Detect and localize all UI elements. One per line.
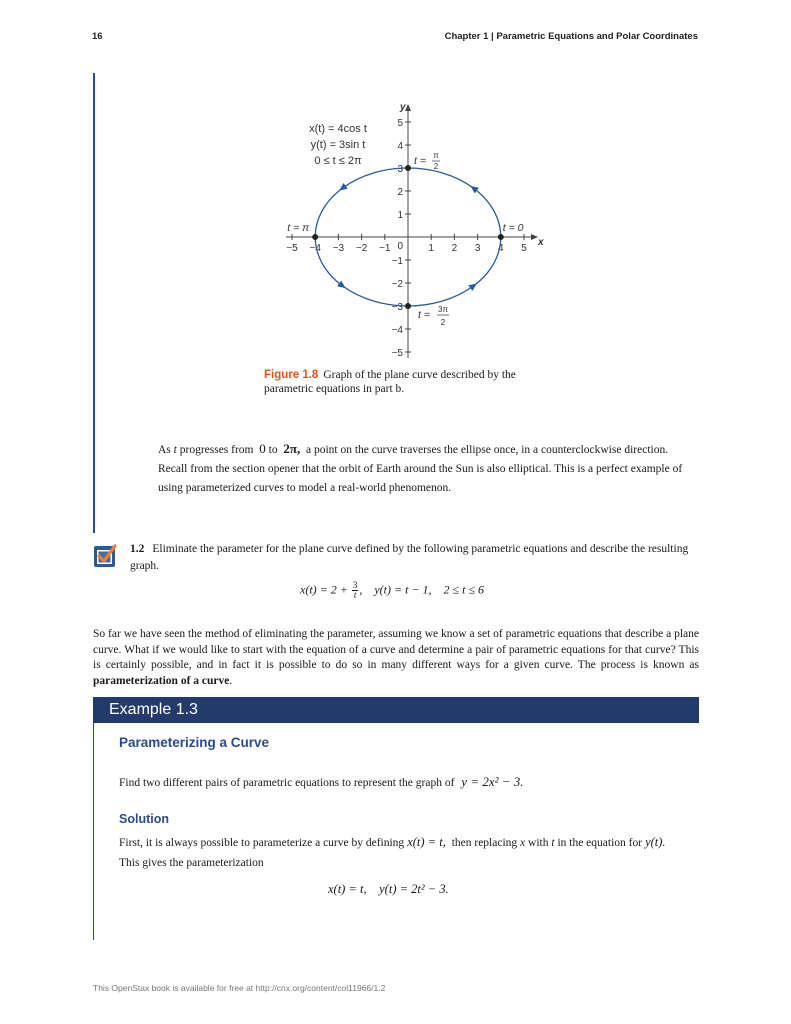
checkpoint-number: 1.2 — [130, 543, 145, 555]
y-tick-label: −4 — [391, 325, 403, 336]
text: . — [229, 674, 233, 687]
math-zero: 0 — [259, 441, 266, 456]
x-tick-label: 1 — [428, 243, 434, 254]
example-question — [119, 774, 524, 790]
math-two-pi: 2π, — [283, 441, 301, 456]
math-equation: x(t) = t, — [407, 835, 446, 849]
x-tick-label: −3 — [332, 243, 345, 254]
key-term: parameterization of a curve — [93, 674, 230, 687]
label-text: t = — [414, 155, 426, 167]
y-axis-arrow — [405, 104, 411, 111]
y-tick-label: 5 — [397, 118, 403, 129]
x-tick-label: 4 — [498, 243, 504, 254]
eq-part: , y(t) = t − 1, 2 ≤ t ≤ 6 — [359, 582, 485, 597]
text: Find two different pairs of parametric equations to represent the graph of — [119, 777, 455, 789]
y-tick-label: 4 — [397, 141, 403, 152]
example-rule — [93, 722, 94, 940]
text: So far we have seen the method of eliminating the parameter, assuming we know a set of parametric equations that describe a plane curve. What if we would like to start with the equation of a curve and determine a pair of parametric equations for that curve? This is certainly possible, and in fact it is possible to do so in many different ways for a given curve. The process is known as — [93, 628, 699, 671]
solution-heading: Solution — [119, 812, 169, 826]
text: to — [265, 444, 281, 456]
y-tick-label: 1 — [397, 210, 403, 221]
label-t-pi: t = π — [287, 222, 310, 234]
label-t-0: t = 0 — [502, 222, 524, 234]
checkpoint-exercise — [130, 541, 690, 575]
y-tick-label: −1 — [391, 256, 403, 267]
text: with — [525, 837, 552, 849]
text: then replacing — [448, 837, 521, 849]
x-tick-label: 2 — [451, 243, 458, 254]
ellipse-chart — [280, 100, 550, 365]
x-tick-label: 5 — [521, 243, 527, 254]
text: As — [158, 444, 174, 456]
y-tick-label: 2 — [397, 187, 403, 198]
numerator: 3 — [352, 580, 358, 590]
y-tick-label: −3 — [391, 302, 403, 313]
text: a point on the curve traverses the ellipse once, in a counterclockwise direction. Recall from the section opener that the orbit of Earth around the Sun is also elliptical. This is a perfect example of using parameterized curves to model a real-world phenomenon. — [158, 444, 683, 494]
marked-point — [405, 165, 411, 171]
page-number: 16 — [92, 31, 103, 42]
example-title: Parameterizing a Curve — [119, 735, 270, 750]
denominator: t — [353, 590, 357, 600]
fraction — [352, 581, 359, 600]
origin-label: 0 — [397, 241, 403, 252]
label-den: 2 — [433, 162, 439, 171]
y-axis-label: y — [400, 102, 406, 113]
math-equation: y(t). — [645, 835, 666, 849]
x-tick-label: −2 — [355, 243, 368, 254]
checkpoint-icon — [93, 543, 117, 568]
x-axis-label: x — [538, 237, 544, 248]
x-axis-arrow — [531, 234, 538, 240]
section-rule — [93, 73, 95, 533]
figure-caption-text: Graph of the plane curve described by the parametric equations in part b. — [264, 369, 516, 395]
x-tick-label: −4 — [309, 243, 321, 254]
figure-equation-y: y(t) = 3sin t — [310, 139, 366, 151]
eq-part: x(t) = 2 + — [300, 582, 351, 597]
example-header: Example 1.3 — [93, 697, 699, 723]
x-tick-label: −5 — [286, 243, 298, 254]
label-num: π — [433, 151, 439, 160]
label-den: 2 — [440, 318, 446, 327]
figure-label: Figure 1.8 — [264, 369, 319, 381]
math-var: t — [551, 837, 555, 849]
label-num: 3π — [438, 305, 448, 314]
checkpoint-equation — [300, 581, 484, 600]
solution-paragraph — [119, 832, 689, 873]
figure-equation-range: 0 ≤ t ≤ 2π — [314, 155, 362, 167]
text: This gives the parameterization — [119, 857, 264, 869]
paragraph-parameterization-intro — [93, 627, 699, 689]
y-tick-label: 3 — [397, 164, 403, 175]
y-tick-label: −5 — [391, 348, 403, 359]
text: progresses from — [176, 444, 257, 456]
paragraph-ellipse-explanation — [158, 439, 688, 498]
marked-point — [405, 303, 411, 309]
x-tick-label: −1 — [379, 243, 391, 254]
label-text: t = — [418, 309, 430, 321]
marked-point — [312, 234, 318, 240]
y-tick-label: −2 — [391, 279, 403, 290]
math-equation: x(t) = t, y(t) = 2t² − 3. — [328, 882, 449, 896]
math-var: t — [173, 444, 177, 456]
text: in the equation for — [554, 837, 643, 849]
figure-equation-x: x(t) = 4cos t — [309, 123, 367, 135]
label-t-three-half-pi — [418, 305, 449, 327]
text: First, it is always possible to parameterize a curve by defining — [119, 837, 405, 849]
math-var: x — [520, 837, 526, 849]
math-equation: y = 2x² − 3. — [461, 774, 524, 789]
marked-point — [498, 234, 504, 240]
figure-ellipse-graph — [280, 100, 550, 365]
solution-result-equation — [328, 882, 449, 897]
checkpoint-text: Eliminate the parameter for the plane curve defined by the following parametric equations and describe the resulting graph. — [130, 543, 689, 572]
x-tick-label: 3 — [474, 243, 481, 254]
figure-caption — [264, 368, 544, 396]
footer-note: This OpenStax book is available for free at http://cnx.org/content/col11966/1.2 — [93, 983, 386, 993]
chapter-title: Chapter 1 | Parametric Equations and Polar Coordinates — [444, 31, 698, 42]
